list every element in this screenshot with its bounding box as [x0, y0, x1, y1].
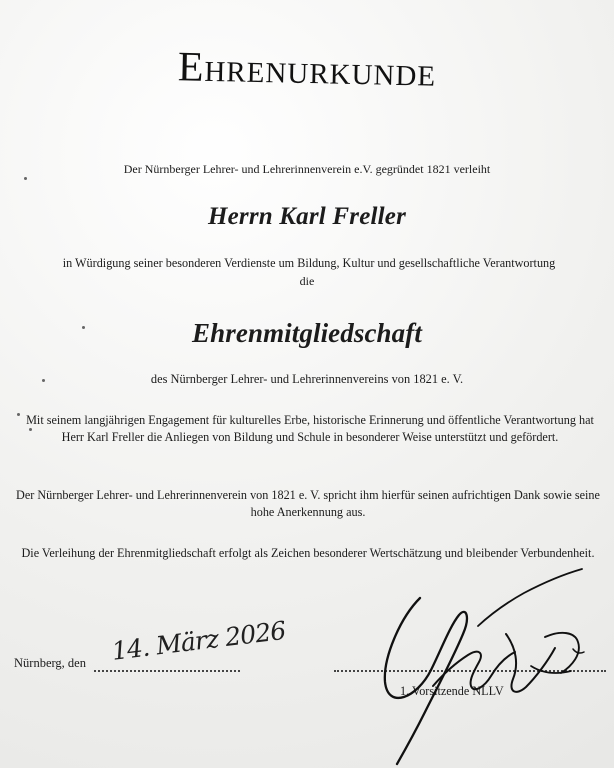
certificate-title: Ehrenurkunde [177, 44, 437, 96]
paper-speck-1 [17, 413, 20, 416]
engagement-paragraph: Mit seinem langjährigen Engagement für kulturelles Erbe, historische Erinnerung und öffentliche Verantwortung hat Herr Karl Freller die Anliegen von Bildung und Schule in besonderer Weise unterstützt und gefördert. [26, 413, 594, 444]
handwritten-date: 14. März 2026 [110, 615, 287, 666]
date-dotted-line [94, 670, 240, 672]
paper-speck-2 [29, 428, 32, 431]
reason-line-2: die [299, 274, 315, 288]
honor-title: Ehrenmitgliedschaft [192, 318, 422, 348]
paper-speck-5 [24, 177, 27, 180]
recipient-name: Herrn Karl Freller [207, 203, 407, 230]
association-line: des Nürnberger Lehrer- und Lehrerinnenvereins von 1821 e. V. [150, 372, 464, 386]
award-paragraph: Die Verleihung der Ehrenmitgliedschaft erfolgt als Zeichen besonderer Wertschätzung und bleibender Verbundenheit. [21, 546, 595, 560]
reason-line-1: in Würdigung seiner besonderen Verdienste um Bildung, Kultur und gesellschaftliche Verantwortung [62, 256, 556, 270]
signatory-role: 1. Vorsitzende NLLV [400, 684, 504, 698]
thanks-paragraph: Der Nürnberger Lehrer- und Lehrerinnenverein von 1821 e. V. spricht ihm hierfür seinen aufrichtigen Dank sowie seine hohe Anerkennung aus. [16, 488, 600, 519]
paper-speck-3 [82, 326, 85, 329]
paper-speck-4 [42, 379, 45, 382]
handwritten-signature [325, 560, 614, 768]
place-label: Nürnberg, den [14, 656, 86, 670]
certificate-intro: Der Nürnberger Lehrer- und Lehrerinnenverein e.V. gegründet 1821 verleiht [123, 162, 491, 176]
